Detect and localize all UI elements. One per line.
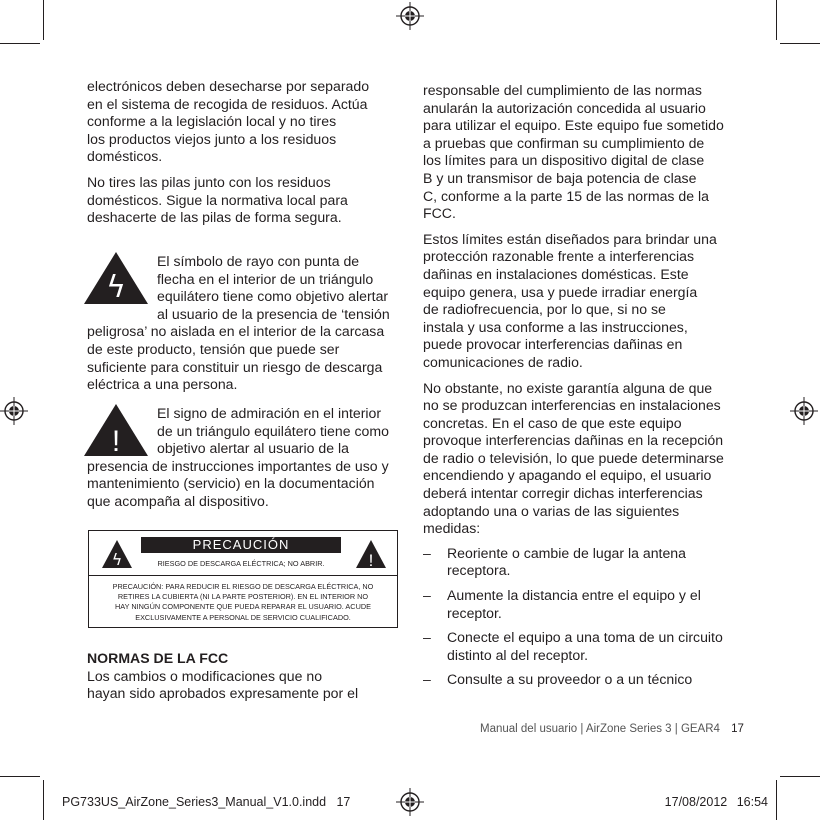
lightning-paragraph (87, 253, 407, 394)
dash: – (423, 587, 431, 604)
crop-mark (776, 780, 777, 820)
footer-text: Manual del usuario | AirZone Series 3 | GEAR4 (480, 723, 720, 735)
text-line: HAY NINGÚN COMPONENTE QUE PUEDA REPARAR EL USUARIO. ACUDE (115, 602, 371, 612)
text-line: equilátero tiene como objetivo alertar (157, 288, 389, 305)
left-column (87, 78, 407, 227)
text-line: deberá intentar corregir dichas interferencias (423, 485, 703, 502)
registration-mark-icon (394, 788, 426, 816)
list-item (423, 671, 743, 689)
text-line: electrónicos deben desecharse por separado (87, 78, 370, 94)
text-line: RETIRES LA CUBIERTA (NI LA PARTE POSTERIOR). EN EL INTERIOR NO (117, 592, 369, 602)
caution-title: PRECAUCIÓN (192, 537, 290, 552)
crop-mark (780, 43, 820, 44)
text-line: Estos límites están diseñados para brindar una (423, 230, 717, 247)
text-line: puede provocar interferencias dañinas en (423, 336, 683, 353)
text-line: domésticos. Sigue la normativa local para (87, 191, 348, 208)
dash: – (423, 629, 431, 646)
text-line: protección razonable frente a interferencias (423, 248, 695, 265)
text-line: No tires las pilas junto con los residuos (87, 173, 331, 190)
list-item (423, 629, 743, 664)
text-line: los productos viejos junto a los residuos (87, 130, 337, 147)
exclamation-glyph: ! (111, 425, 121, 458)
text-line: medidas: (423, 520, 481, 537)
text-line: provoque interferencias dañinas en la recepción (423, 432, 724, 449)
crop-mark (0, 43, 40, 44)
page-footer (480, 723, 744, 735)
text-block (423, 82, 743, 223)
text-line: No obstante, no existe garantía alguna de que (423, 379, 713, 396)
text-line: B y un transmisor de baja potencia de clase (423, 169, 697, 186)
text-line: C, conforme a la parte 15 de las normas de la (423, 187, 709, 204)
text-block (423, 380, 743, 538)
crop-mark (780, 776, 820, 777)
slug-time: 16:54 (736, 795, 768, 809)
text-line: que acompaña al dispositivo. (87, 492, 269, 509)
text-line: concretas. En el caso de que este equipo (423, 414, 682, 431)
fcc-section (87, 650, 407, 703)
text-line: en el sistema de recogida de residuos. Actúa (87, 95, 368, 112)
slug-datetime (600, 795, 768, 809)
text-block (87, 174, 407, 227)
exclamation-warning-icon (355, 539, 387, 569)
text-line: Aumente la distancia entre el equipo y el (447, 587, 701, 604)
crop-mark (43, 780, 44, 820)
slug-filename: PG733US_AirZone_Series3_Manual_V1.0.indd 17 (62, 795, 351, 809)
registration-mark-icon (0, 395, 28, 427)
dash: – (423, 671, 431, 688)
text-line: equipo genera, usa y puede irradiar energía (423, 283, 698, 300)
text-line: distinto al del receptor. (447, 646, 589, 663)
page-number: 17 (731, 723, 744, 735)
crop-mark (776, 0, 777, 40)
caution-box (88, 530, 398, 628)
exclamation-glyph: ! (368, 551, 374, 569)
text-line: domésticos. (87, 148, 163, 165)
caution-divider (89, 575, 397, 576)
text-line: hayan sido aprobados expresamente por el (87, 685, 359, 702)
text-line: eléctrica a una persona. (87, 376, 238, 393)
list-item (423, 545, 743, 580)
text-line: al usuario de la presencia de ‘tensión (157, 305, 390, 322)
text-line: de radio o televisión, lo que puede determinarse (423, 449, 724, 466)
text-line: receptora. (447, 562, 511, 579)
text-line: peligrosa’ no aislada en el interior de la carcasa (87, 323, 385, 340)
crop-mark (0, 776, 40, 777)
caution-subtitle: RIESGO DE DESCARGA ELÉCTRICA; NO ABRIR. (157, 559, 325, 568)
text-line: El signo de admiración en el interior (157, 405, 382, 421)
registration-mark-icon (790, 395, 818, 427)
caution-body (89, 582, 397, 623)
text-line: FCC. (423, 205, 456, 222)
text-line: no se produzcan interferencias en instalaciones (423, 397, 721, 414)
text-block (87, 78, 407, 166)
text-line: de este producto, tensión que puede ser (87, 340, 340, 357)
text-line: Conecte el equipo a una toma de un circuito (447, 629, 723, 646)
right-column (423, 82, 743, 689)
text-line: encendiendo y apagando el equipo, el usuario (423, 467, 712, 484)
text-line: presencia de instrucciones importantes de uso y (87, 457, 389, 474)
text-line: adoptando una o varias de las siguientes (423, 502, 680, 519)
text-line: PRECAUCIÓN: PARA REDUCIR EL RIESGO DE DESCARGA ELÉCTRICA, NO (112, 582, 374, 591)
lightning-glyph: ϟ (111, 550, 123, 569)
text-line: anularán la autorización concedida al usuario (423, 99, 706, 116)
list-item (423, 587, 743, 622)
lightning-warning-icon (101, 539, 133, 569)
text-line: comunicaciones de radio. (423, 353, 583, 370)
dash: – (423, 544, 431, 561)
text-line: Consulte a su proveedor o a un técnico (447, 671, 693, 688)
text-line: dañinas en instalaciones domésticas. Este (423, 265, 689, 282)
text-line: deshacerte de las pilas de forma segura. (87, 209, 342, 226)
text-line: de radiofrecuencia, por lo que, si no se (423, 301, 666, 318)
text-line: Reoriente o cambie de lugar la antena (447, 544, 686, 561)
text-line: receptor. (447, 604, 502, 621)
text-line: suficiente para constituir un riesgo de descarga (87, 358, 383, 375)
registration-mark-icon (394, 2, 426, 30)
text-line: El símbolo de rayo con punta de (157, 253, 360, 269)
text-line: los límites para un dispositivo digital de clase (423, 152, 705, 169)
text-line: para utilizar el equipo. Este equipo fue sometido (423, 117, 724, 134)
text-line: flecha en el interior de un triángulo (157, 270, 374, 287)
text-block (423, 231, 743, 372)
crop-mark (43, 0, 44, 40)
text-line: responsable del cumplimiento de las normas (423, 82, 702, 98)
text-line: instala y usa conforme a las instrucciones, (423, 318, 688, 335)
text-line: a pruebas que confirman su cumplimiento de (423, 134, 705, 151)
text-line: Los cambios o modificaciones que no (87, 667, 323, 684)
lightning-glyph: ϟ (106, 270, 126, 305)
fcc-heading: NORMAS DE LA FCC (87, 650, 229, 666)
exclamation-paragraph (87, 405, 407, 511)
text-line: objetivo alertar al usuario de la (157, 440, 349, 457)
text-line: mantenimiento (servicio) en la documentación (87, 475, 375, 492)
text-line: conforme a la legislación local y no tires (87, 113, 337, 130)
text-line: EXCLUSIVAMENTE A PERSONAL DE SERVICIO CUALIFICADO. (135, 612, 351, 622)
slug-date: 17/08/2012 (664, 795, 728, 809)
text-line: de un triángulo equilátero tiene como (157, 422, 389, 439)
list (423, 545, 743, 689)
caution-title-bar (141, 537, 341, 553)
